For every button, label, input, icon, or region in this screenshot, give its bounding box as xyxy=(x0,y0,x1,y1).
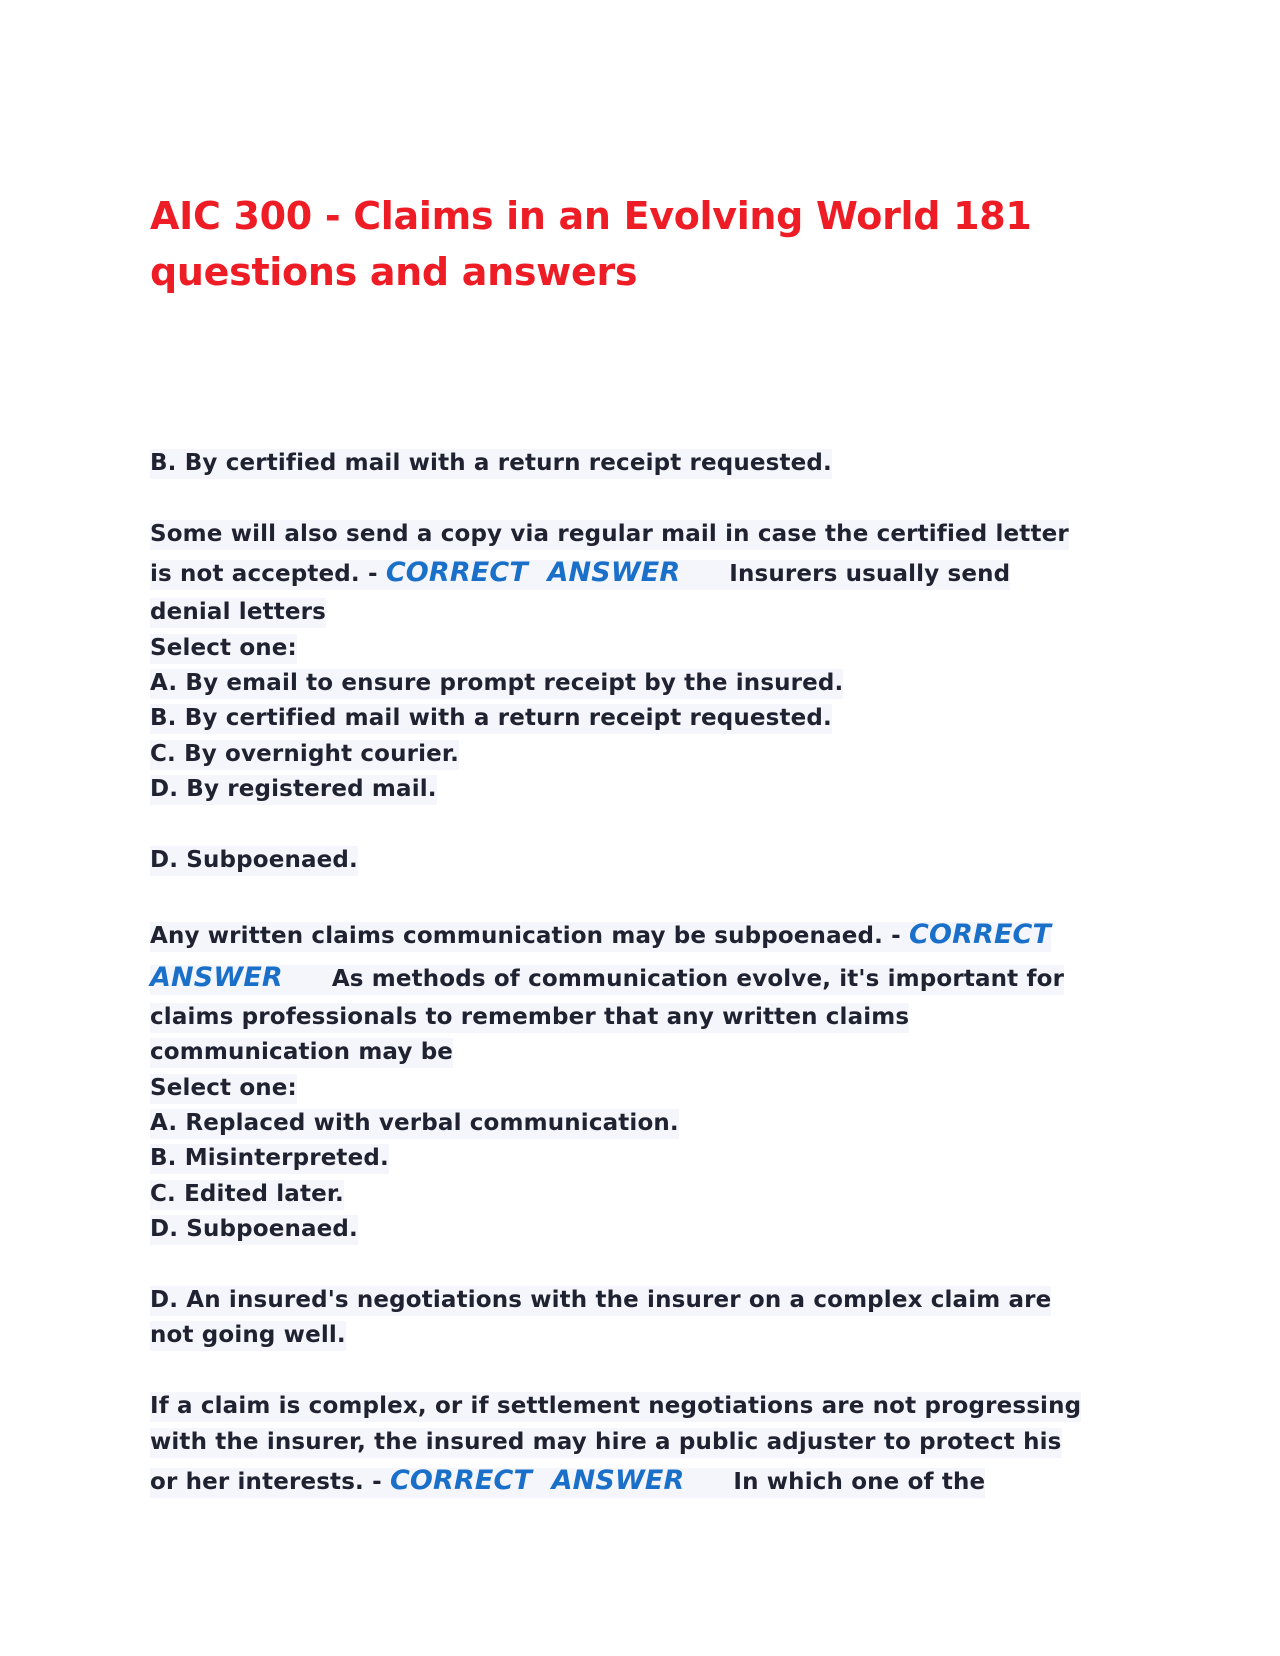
option-d: D. By registered mail. xyxy=(150,772,1150,807)
question-line xyxy=(150,1000,1150,1035)
question-text: As methods of communication evolve, it's important for xyxy=(331,965,1065,992)
question-line xyxy=(150,595,1150,630)
option-b: B. Misinterpreted. xyxy=(150,1141,1150,1176)
answer-line xyxy=(150,1283,1150,1318)
spacer xyxy=(150,878,1150,913)
answer-text: D. An insured's negotiations with the insurer on a complex claim are xyxy=(150,1286,1051,1316)
explanation-line xyxy=(150,914,1150,957)
question-text: denial letters xyxy=(150,598,326,628)
question-line xyxy=(150,1035,1150,1070)
spacer xyxy=(150,1354,1150,1389)
explanation-text: with the insurer, the insured may hire a public adjuster to protect his xyxy=(150,1428,1062,1458)
select-one-label: Select one: xyxy=(150,1071,1150,1106)
answer-text: D. Subpoenaed. xyxy=(150,846,358,876)
question-text: In which one of the xyxy=(733,1469,986,1496)
spacer xyxy=(150,1248,1150,1283)
correct-answer-label: CORRECT ANSWER xyxy=(389,1465,685,1497)
explanation-line xyxy=(150,957,1150,1000)
answer-text: not going well. xyxy=(150,1321,346,1351)
question-text: Insurers usually send xyxy=(729,561,1011,588)
explanation-line xyxy=(150,1460,1150,1503)
qa-content xyxy=(150,446,1150,1503)
option-c: C. By overnight courier. xyxy=(150,737,1150,772)
answer-line xyxy=(150,1318,1150,1353)
explanation-line xyxy=(150,517,1150,552)
spacer xyxy=(150,481,1150,516)
explanation-text: If a claim is complex, or if settlement negotiations are not progressing xyxy=(150,1392,1081,1422)
correct-answer-label: CORRECT ANSWER xyxy=(385,557,681,589)
explanation-text: Any written claims communication may be subpoenaed. - xyxy=(150,922,910,949)
spacer xyxy=(150,808,1150,843)
answer-line xyxy=(150,446,1150,481)
option-d: D. Subpoenaed. xyxy=(150,1212,1150,1247)
option-a: A. By email to ensure prompt receipt by the insured. xyxy=(150,666,1150,701)
explanation-text: or her interests. - xyxy=(150,1469,390,1496)
option-a: A. Replaced with verbal communication. xyxy=(150,1106,1150,1141)
option-c: C. Edited later. xyxy=(150,1177,1150,1212)
answer-line xyxy=(150,843,1150,878)
select-one-label: Select one: xyxy=(150,631,1150,666)
document-title: AIC 300 - Claims in an Evolving World 181 questions and answers xyxy=(150,194,1032,294)
explanation-line xyxy=(150,552,1150,595)
explanation-line xyxy=(150,1425,1150,1460)
correct-answer-label-part2: ANSWER xyxy=(150,961,283,993)
explanation-line xyxy=(150,1389,1150,1424)
explanation-text: is not accepted. - xyxy=(150,561,386,588)
explanation-text: Some will also send a copy via regular mail in case the certified letter xyxy=(150,520,1069,550)
question-text: communication may be xyxy=(150,1038,453,1068)
question-text: claims professionals to remember that any written claims xyxy=(150,1003,909,1033)
correct-answer-label-part1: CORRECT xyxy=(909,918,1052,950)
answer-text: B. By certified mail with a return receipt requested. xyxy=(150,449,832,479)
option-b: B. By certified mail with a return receipt requested. xyxy=(150,701,1150,736)
